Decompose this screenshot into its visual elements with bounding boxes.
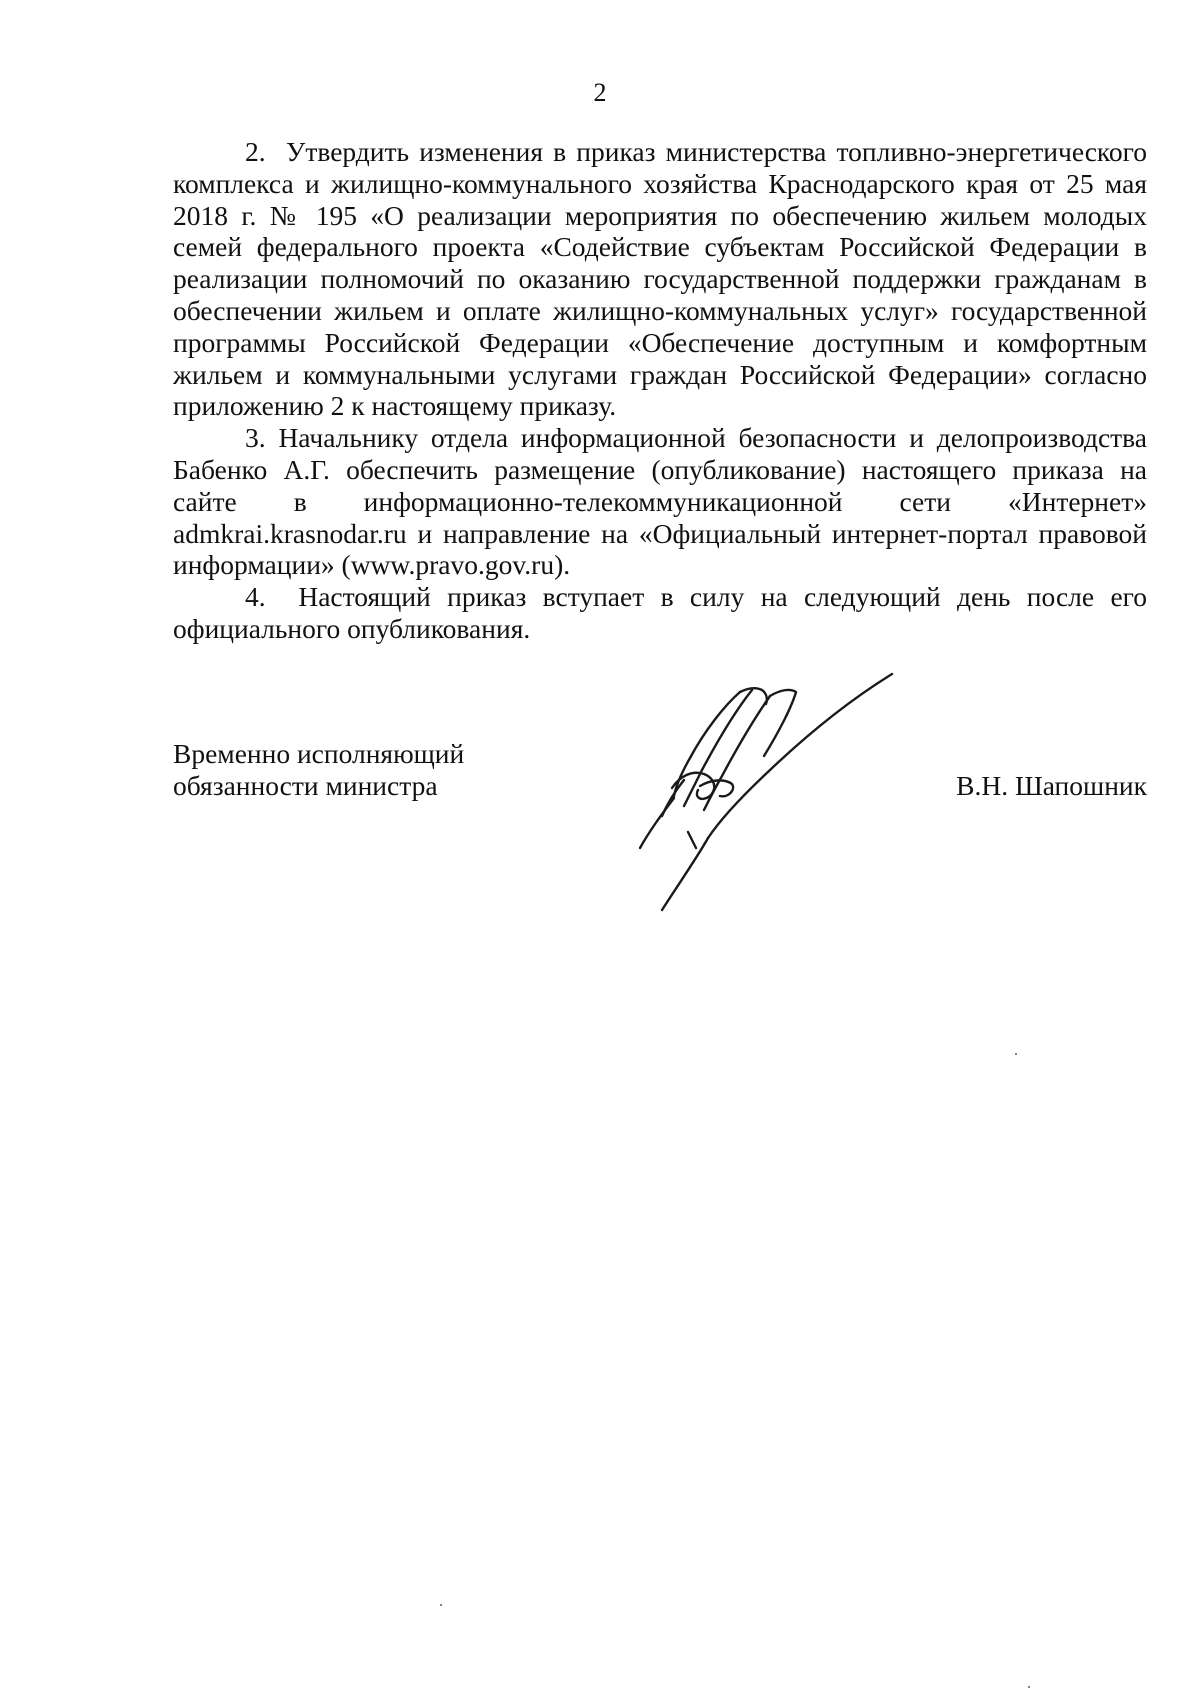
scan-speck [1015,1053,1017,1055]
signer-position-line-2: обязанности министра [173,770,438,801]
document-body [173,136,1147,645]
paragraph-item-2: 2. Утвердить изменения в приказ министерства топливно-энергетического комплекса и жилищно-коммунального хозяйства Краснодарского края от 25 мая 2018 г. № 195 «О реализации мероприятия по обеспечению жильем молодых семей федерального проекта «Содействие субъектам Российской Федерации в реализации полномочий по оказанию государственной поддержки гражданам в обеспечении жильем и оплате жилищно-коммунальных услуг» государственной программы Российской Федерации «Обеспечение доступным и комфортным жильем и коммунальными услугами граждан Российской Федерации» согласно приложению 2 к настоящему приказу. [173,136,1147,422]
handwritten-signature-icon [610,670,910,920]
scan-speck [1028,1686,1030,1688]
signer-position-line-1: Временно исполняющий [173,738,465,769]
signer-position [173,738,573,802]
page-number: 2 [593,78,607,107]
scan-speck [440,1604,442,1606]
paragraph-item-3: 3. Начальнику отдела информационной безопасности и делопроизводства Бабенко А.Г. обеспечить размещение (опубликование) настоящего приказа на сайте в информационно-телекоммуникационной сети «Интернет» admkrai.krasnodar.ru и направление на «Официальный интернет-портал правовой информации» (www.pravo.gov.ru). [173,422,1147,581]
signer-name: В.Н. Шапошник [956,770,1147,801]
paragraph-item-4: 4. Настоящий приказ вступает в силу на следующий день после его официального опубликования. [173,581,1147,644]
